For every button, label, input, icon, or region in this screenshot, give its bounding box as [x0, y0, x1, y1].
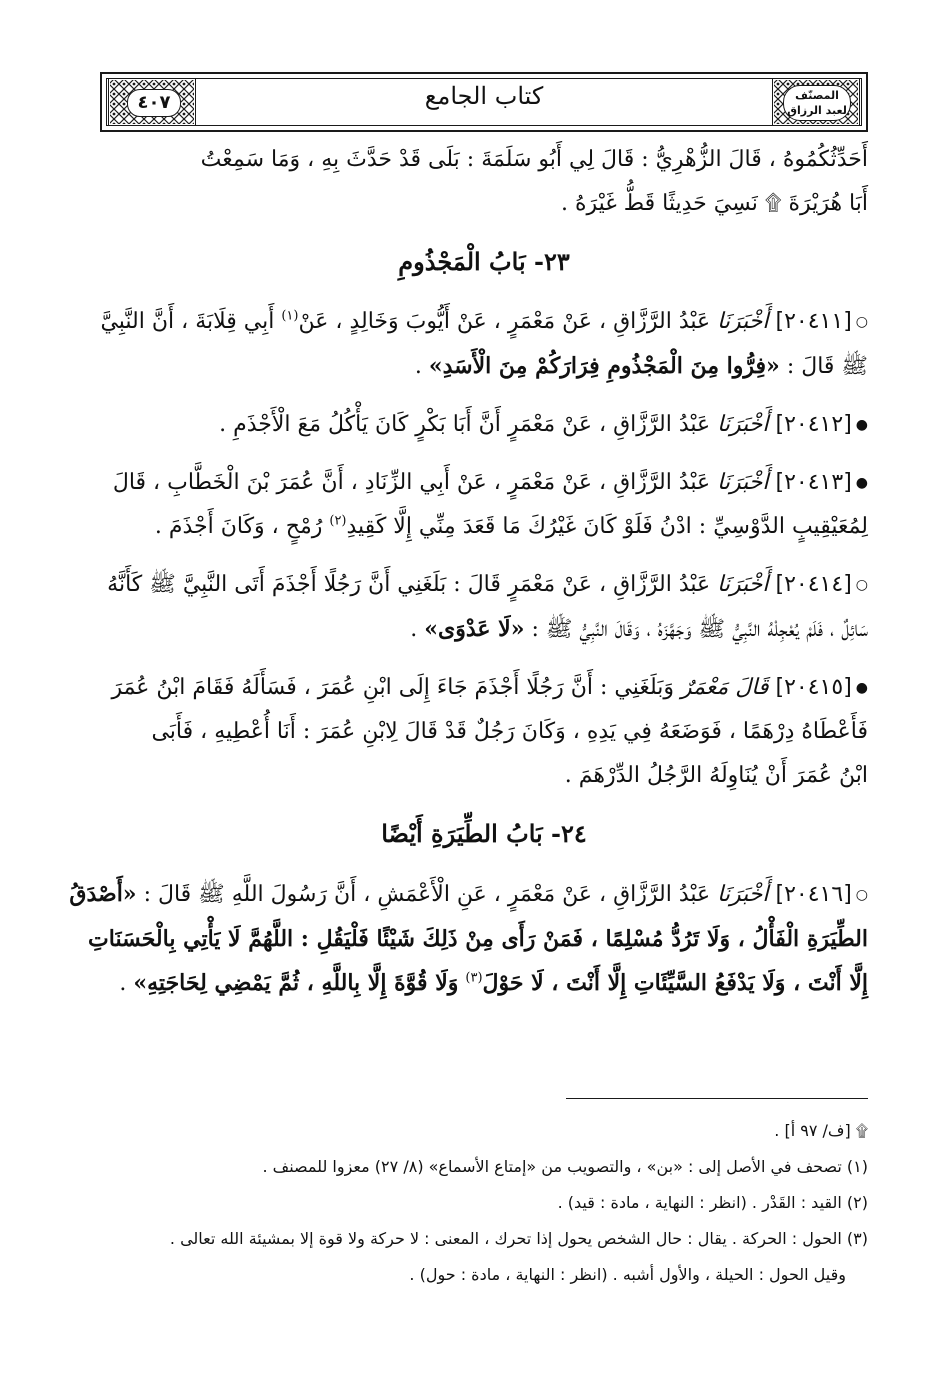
- text-line: [100, 563, 868, 607]
- qala-mamar: قَالَ مَعْمَرٌ: [681, 675, 769, 700]
- akhbarana-abbrev: أَخْبَرَنَا: [717, 572, 769, 597]
- text-line: [100, 666, 868, 710]
- prophetic-quote: إِلَّا أَنْتَ ، وَلَا يَدْفَعُ السَّيِّئَاتِ إِلَّا أَنْتَ ، لَا حَوْلَ: [482, 970, 868, 996]
- running-title: كتاب الجامع: [424, 82, 544, 110]
- main-text: [69, 138, 868, 1020]
- text-segment: ﷺ قَالَ :: [786, 354, 868, 379]
- hadith-filled-circle-icon: ●: [855, 680, 868, 696]
- isnad-text: عَبْدُ الرَّزَّاقِ ، عَنْ مَعْمَرٍ ، عَنِ الْأَعْمَشِ ، أَنَّ رَسُولَ اللَّهِ ﷺ قَالَ :: [143, 882, 711, 907]
- footnote-2: (٢) القيد : القَدْر . (انظر : النهاية ، مادة : قيد) .: [557, 1193, 868, 1212]
- text-line: [100, 300, 868, 344]
- isnad-text: عَبْدُ الرَّزَّاقِ ، عَنْ مَعْمَرٍ أَنَّ أَبَا بَكْرٍ كَانَ يَأْكُلُ مَعَ الْأَجْذَمِ .: [219, 412, 711, 437]
- hadith-number: [٢٠٤١٤]: [775, 572, 852, 597]
- running-header: [100, 72, 868, 132]
- hadith-number: [٢٠٤١٣]: [775, 470, 852, 495]
- text-line: [100, 403, 868, 447]
- isnad-text: عَبْدُ الرَّزَّاقِ ، عَنْ مَعْمَرٍ قَالَ : بَلَغَنِي أَنَّ رَجُلًا أَجْذَمَ أَتَى النَّبِيَّ ﷺ كَأَنَّهُ: [107, 572, 711, 597]
- footnote-ref[interactable]: (١): [281, 308, 299, 324]
- continuation-paragraph: [100, 138, 868, 226]
- text-line: [100, 344, 868, 389]
- text-segment: سَائِلٌ ، فَلَمْ يُعْجِلْهُ النَّبِيُّ ﷺ وَجَهَّزَهُ ، وَقَالَ النَّبِيُّ ﷺ :: [531, 617, 868, 642]
- hadith-open-circle-icon: ○: [855, 887, 868, 903]
- hadith-filled-circle-icon: ●: [855, 475, 868, 491]
- text-line: [100, 461, 868, 505]
- hadith-20412: [100, 403, 868, 447]
- akhbarana-abbrev: أَخْبَرَنَا: [717, 470, 769, 495]
- hadith-number: [٢٠٤١٢]: [775, 412, 852, 437]
- text-line: أَحَدِّثُكُمُوهُ ، قَالَ الزُّهْرِيُّ : قَالَ لِي أَبُو سَلَمَةَ : بَلَى قَدْ حَدَّثَ بِهِ ، وَمَا سَمِعْتُ: [200, 147, 868, 172]
- chapter-heading-24: ٢٤- بَابُ الطِّيَرَةِ أَيْضًا: [381, 819, 587, 848]
- chapter-heading-23: ٢٣- بَابُ الْمَجْذُومِ: [398, 247, 570, 276]
- text-segment: لِمُعَيْقِيبٍ الدَّوْسِيِّ : ادْنُ فَلَوْ كَانَ غَيْرُكَ مَا قَعَدَ مِنِّي إِلَّا كَقِيدِ: [346, 514, 868, 539]
- text-line: أَبَا هُرَيْرَةَ ۩ نَسِيَ حَدِيثًا قَطُّ غَيْرَهُ .: [560, 191, 868, 216]
- hadith-number: [٢٠٤١٦]: [775, 882, 852, 907]
- prophetic-quote: «فِرُّوا مِنَ الْمَجْذُومِ فِرَارَكُمْ مِنَ الْأَسَدِ»: [428, 353, 780, 379]
- footnote-separator: [566, 1098, 868, 1099]
- footnote-3: (٣) الحول : الحركة . يقال : حال الشخص يحول إذا تحرك ، المعنى : لا حركة ولا قوة إلا بمشيئة الله تعالى .: [169, 1229, 868, 1248]
- akhbarana-abbrev: أَخْبَرَنَا: [717, 309, 769, 334]
- hadith-number: [٢٠٤١٥]: [775, 675, 852, 700]
- text-line: ابْنُ عُمَرَ أَنْ يُنَاوِلَهُ الرَّجُلُ الدِّرْهَمَ .: [564, 763, 868, 788]
- hadith-20416: [69, 872, 868, 1006]
- hadith-20413: [100, 461, 868, 549]
- isnad-text: عَبْدُ الرَّزَّاقِ ، عَنْ مَعْمَرٍ ، عَنْ أَبِي الزِّنَادِ ، أَنَّ عُمَرَ بْنَ الْخَطَّابِ ، قَالَ: [112, 470, 711, 495]
- text-line: [100, 961, 868, 1006]
- hadith-20411: [100, 300, 868, 389]
- text-line: [100, 505, 868, 549]
- footnote-ref[interactable]: (٣): [465, 970, 483, 986]
- text-line: فَأَعْطَاهُ دِرْهَمًا ، فَوَضَعَهُ فِي يَدِهِ ، وَكَانَ رَجُلٌ قَدْ قَالَ لِابْنِ عُمَرَ : أَنَا أُعْطِيهِ ، فَأَبَى: [151, 719, 868, 744]
- text-line: [69, 872, 868, 917]
- book-logo-ornament: [772, 78, 860, 126]
- isnad-text: وَبَلَغَنِي : أَنَّ رَجُلًا أَجْذَمَ جَاءَ إِلَى ابْنِ عُمَرَ ، فَسَأَلَهُ فَقَامَ ابْنُ عُمَرَ: [111, 675, 675, 700]
- footnotes: [100, 1116, 868, 1296]
- akhbarana-abbrev: أَخْبَرَنَا: [717, 882, 769, 907]
- text-line: الطِّيَرَةِ الْفَأْلُ ، وَلَا تَرُدُّ مُسْلِمًا ، فَمَنْ رَأَى مِنْ ذَلِكَ شَيْئًا فَلْيَقُلِ : اللَّهُمَّ لَا يَأْتِي بِالْحَسَنَاتِ: [88, 926, 868, 952]
- hadith-open-circle-icon: ○: [855, 314, 868, 330]
- hadith-open-circle-icon: ○: [855, 577, 868, 593]
- hadith-20415: [100, 666, 868, 798]
- footnote-ref[interactable]: (٢): [329, 513, 347, 529]
- text-line: [100, 607, 868, 652]
- hadith-number: [٢٠٤١١]: [775, 309, 852, 334]
- text-segment: رُمْحٍ ، وَكَانَ أَجْذَمَ .: [154, 514, 323, 539]
- logo-line-2: لعبد الرزاق: [787, 104, 847, 117]
- prophetic-quote: «لَا عَدْوَى»: [424, 616, 525, 642]
- isnad-text: عَبْدُ الرَّزَّاقِ ، عَنْ مَعْمَرٍ ، عَنْ أَيُّوبَ وَخَالِدٍ ، عَنْ: [298, 309, 711, 334]
- akhbarana-abbrev: أَخْبَرَنَا: [717, 412, 769, 437]
- isnad-text: أَبِي قِلَابَةَ ، أَنَّ النَّبِيَّ: [100, 309, 275, 334]
- page-number-ornament: [108, 78, 196, 126]
- text-segment: .: [414, 354, 422, 379]
- footnote-1: (١) تصحف في الأصل إلى : «بن» ، والتصويب من «إمتاع الأسماع» (٨/ ٢٧) معزوا للمصنف .: [262, 1157, 868, 1176]
- text-segment: .: [119, 971, 127, 996]
- hadith-filled-circle-icon: ●: [855, 417, 868, 433]
- prophetic-quote: «أَصْدَقُ: [69, 881, 137, 907]
- logo-line-1: المصنّف: [795, 89, 839, 102]
- hadith-20414: [100, 563, 868, 652]
- footnote-3-continued: وقيل الحول : الحيلة ، والأول أشبه . (انظر : النهاية ، مادة : حول) .: [409, 1265, 846, 1284]
- text-segment: .: [410, 617, 418, 642]
- book-logo: [783, 85, 851, 121]
- page-number: ٤٠٧: [127, 89, 181, 117]
- prophetic-quote: وَلَا قُوَّةَ إِلَّا بِاللَّهِ ، ثُمَّ يَمْضِي لِحَاجَتِهِ»: [133, 970, 459, 996]
- folio-note: ۩ [ف/ ٩٧ أ] .: [774, 1121, 868, 1140]
